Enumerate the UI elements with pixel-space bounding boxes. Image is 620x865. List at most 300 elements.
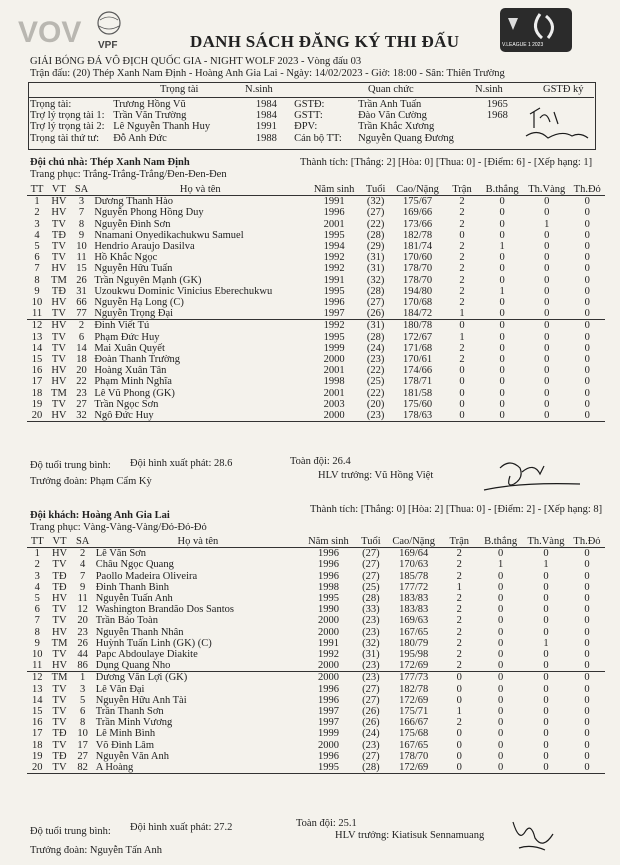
col-age: (24) bbox=[362, 728, 380, 740]
col-matches: 0 bbox=[459, 229, 465, 241]
col-goals: 0 bbox=[499, 218, 505, 230]
col-goals: 0 bbox=[497, 683, 504, 695]
col-vt: TV bbox=[51, 252, 66, 264]
official-dob-2 bbox=[477, 121, 518, 132]
col-vt: TV bbox=[52, 604, 67, 616]
col-year: 1991 bbox=[323, 196, 345, 208]
col-yellow: 0 bbox=[544, 297, 550, 309]
col-sa: 3 bbox=[80, 683, 86, 695]
official-name: Đỗ Anh Đức bbox=[113, 132, 167, 144]
col-vt: TV bbox=[52, 615, 67, 627]
col-year: 1997 bbox=[317, 717, 339, 729]
officials-header-referee: Trọng tài bbox=[160, 84, 199, 95]
player-row bbox=[27, 559, 605, 570]
col-matches: 2 bbox=[456, 548, 462, 560]
home-avg-team: Toàn đội: 26.4 bbox=[290, 456, 351, 467]
col-yellow: 0 bbox=[544, 376, 550, 388]
col-sa: 86 bbox=[72, 660, 94, 672]
player-row bbox=[27, 672, 605, 684]
col-sa: 6 bbox=[78, 331, 85, 343]
col-red: 0 bbox=[584, 365, 590, 377]
col-age: (25) bbox=[366, 376, 385, 388]
col-matches: 2 bbox=[459, 218, 465, 230]
col-age: (22) bbox=[366, 387, 385, 399]
col-sa: 26 bbox=[77, 637, 88, 649]
col-matches: 0 bbox=[459, 320, 465, 332]
col-yellow: 0 bbox=[544, 241, 550, 253]
vpf-logo bbox=[14, 8, 124, 54]
col-yellow: 0 bbox=[544, 387, 550, 399]
col-vt: HV bbox=[51, 365, 67, 377]
col-goals: 0 bbox=[499, 207, 505, 219]
col-matches: 2 bbox=[459, 285, 465, 297]
col-goals: 1 bbox=[499, 241, 505, 253]
col-tt: 19 bbox=[31, 398, 43, 410]
col-height-weight: 183/83 bbox=[399, 593, 429, 605]
col-red: 0 bbox=[584, 615, 590, 627]
col-goals: 1 bbox=[497, 559, 504, 571]
col-yellow: 0 bbox=[544, 274, 550, 286]
col-vt: TM bbox=[51, 274, 67, 286]
col-height-weight: 177/72 bbox=[399, 581, 429, 593]
col-year: 1992 bbox=[323, 320, 345, 332]
col-sa: 8 bbox=[80, 717, 86, 729]
header-col-tt: TT bbox=[27, 184, 47, 196]
col-matches: 1 bbox=[459, 331, 465, 343]
match-info-line: Trận đấu: (20) Thép Xanh Nam Định - Hoàng Anh Gia Lai - Ngày: 14/02/2023 - Giờ: 18:00 - Sân: Thiên Trường bbox=[30, 68, 505, 79]
official-role-2: ĐPV: bbox=[294, 121, 318, 133]
col-yellow: 1 bbox=[544, 218, 550, 230]
away-coach: HLV trưởng: Kiatisuk Sennamuang bbox=[335, 830, 485, 841]
col-name: Võ Đình Lâm bbox=[95, 739, 155, 751]
col-sa: 4 bbox=[80, 559, 86, 571]
player-row bbox=[27, 252, 605, 263]
col-sa: 9 bbox=[80, 581, 86, 593]
col-red: 0 bbox=[584, 626, 590, 638]
away-manager: Trưởng đoàn: Nguyễn Tấn Anh bbox=[30, 845, 162, 856]
col-tt: 12 bbox=[31, 672, 43, 684]
col-matches: 2 bbox=[459, 263, 465, 275]
col-matches: 0 bbox=[456, 739, 462, 751]
col-year: 1994 bbox=[323, 241, 345, 253]
player-row bbox=[27, 399, 605, 410]
col-vt: TV bbox=[47, 308, 71, 320]
col-tt: 14 bbox=[31, 342, 43, 354]
col-year: 1995 bbox=[323, 285, 345, 297]
col-height-weight: 178/71 bbox=[402, 376, 433, 388]
col-red: 0 bbox=[584, 637, 590, 649]
header-col-sa: SA bbox=[72, 536, 94, 548]
col-name: Trần Minh Vương bbox=[95, 717, 173, 729]
col-age: (33) bbox=[362, 604, 380, 616]
player-row bbox=[27, 376, 605, 387]
col-yellow: 0 bbox=[543, 593, 549, 605]
col-red: 0 bbox=[584, 320, 590, 332]
col-sa: 3 bbox=[78, 196, 85, 208]
col-tt: 14 bbox=[31, 694, 43, 706]
col-vt: TĐ bbox=[52, 581, 67, 593]
league-badge-text: V.LEAGUE 1 2023 bbox=[502, 42, 544, 48]
col-matches: 0 bbox=[444, 410, 480, 422]
col-yellow: 0 bbox=[544, 354, 550, 366]
col-yellow: 0 bbox=[523, 762, 569, 774]
col-tt: 17 bbox=[31, 376, 43, 388]
player-row bbox=[27, 762, 605, 774]
col-goals: 0 bbox=[499, 331, 505, 343]
col-matches: 0 bbox=[456, 694, 462, 706]
player-row bbox=[27, 388, 605, 399]
col-year: 1999 bbox=[317, 728, 339, 740]
officials-row bbox=[28, 99, 518, 110]
col-red: 0 bbox=[584, 672, 590, 684]
col-goals: 0 bbox=[499, 196, 505, 208]
col-red: 0 bbox=[584, 252, 590, 264]
col-yellow: 0 bbox=[543, 615, 549, 627]
col-tt: 13 bbox=[31, 331, 43, 343]
col-red: 0 bbox=[584, 548, 590, 560]
col-height-weight: 169/64 bbox=[399, 548, 429, 560]
col-red: 0 bbox=[584, 683, 590, 695]
col-tt: 5 bbox=[34, 241, 40, 253]
col-red: 0 bbox=[584, 196, 590, 208]
col-year: 1996 bbox=[317, 559, 339, 571]
header-col-red: Th.Đỏ bbox=[569, 536, 605, 548]
official-role: Trọng tài: bbox=[30, 99, 72, 110]
page-title: DANH SÁCH ĐĂNG KÝ THI ĐẤU bbox=[190, 32, 460, 51]
player-row bbox=[27, 548, 605, 560]
player-row bbox=[27, 219, 605, 230]
col-goals: 0 bbox=[499, 387, 505, 399]
col-yellow: 0 bbox=[543, 717, 549, 729]
official-role: Trợ lý trọng tài 1: bbox=[30, 110, 105, 122]
col-yellow: 0 bbox=[543, 728, 549, 740]
col-vt: TM bbox=[51, 672, 68, 684]
col-age: (27) bbox=[362, 548, 380, 560]
col-name: Lê Minh Bình bbox=[95, 728, 156, 740]
officials-header-dob: N.sinh bbox=[245, 84, 273, 95]
player-row bbox=[27, 627, 605, 638]
col-tt: 20 bbox=[27, 410, 47, 422]
header-col-height-weight: Cao/Nặng bbox=[391, 184, 444, 196]
player-row bbox=[27, 365, 605, 376]
col-name: Huỳnh Tuấn Linh (GK) (C) bbox=[95, 637, 212, 649]
col-yellow: 0 bbox=[543, 694, 549, 706]
header-col-yellow: Th.Vàng bbox=[523, 536, 569, 548]
official-dob-2 bbox=[477, 133, 518, 144]
col-height-weight: 170/68 bbox=[402, 297, 433, 309]
col-height-weight: 178/70 bbox=[399, 750, 429, 762]
col-sa: 5 bbox=[80, 694, 86, 706]
col-sa: 15 bbox=[76, 263, 87, 275]
col-height-weight: 170/63 bbox=[399, 559, 429, 571]
col-height-weight: 195/98 bbox=[399, 649, 429, 661]
header-col-sa: SA bbox=[71, 184, 93, 196]
col-matches: 2 bbox=[440, 660, 478, 672]
col-yellow: 0 bbox=[544, 320, 550, 332]
official-name: Lê Nguyễn Thanh Huy bbox=[113, 121, 211, 133]
col-height-weight: 167/65 bbox=[399, 739, 429, 751]
official-name: Trương Hồng Vũ bbox=[113, 99, 186, 110]
official-dob: 1988 bbox=[255, 132, 277, 144]
col-name: Nguyễn Phong Hồng Duy bbox=[94, 207, 204, 219]
player-row bbox=[27, 695, 605, 706]
col-sa: 14 bbox=[76, 342, 87, 354]
col-red: 0 bbox=[584, 649, 590, 661]
col-goals: 0 bbox=[499, 263, 505, 275]
col-red: 0 bbox=[584, 387, 590, 399]
col-sa: 2 bbox=[80, 548, 86, 560]
col-year: 1996 bbox=[317, 570, 339, 582]
header-col-name: Họ và tên bbox=[92, 184, 308, 196]
col-year: 2000 bbox=[317, 626, 339, 638]
header-col-goals: B.thắng bbox=[478, 536, 523, 548]
col-height-weight: 178/63 bbox=[391, 410, 444, 422]
col-sa: 12 bbox=[77, 604, 88, 616]
col-goals: 0 bbox=[499, 229, 505, 241]
col-height-weight: 184/72 bbox=[391, 308, 444, 320]
col-sa: 27 bbox=[77, 750, 88, 762]
player-row bbox=[27, 582, 605, 593]
col-goals: 0 bbox=[497, 717, 504, 729]
col-goals: 0 bbox=[478, 660, 523, 672]
col-vt: HV bbox=[51, 196, 67, 208]
official-name-2: Đào Văn Cường bbox=[358, 110, 427, 122]
vpf-text: VPF bbox=[98, 40, 118, 51]
col-tt: 1 bbox=[34, 548, 40, 560]
col-tt: 3 bbox=[34, 570, 40, 582]
col-goals: 0 bbox=[497, 604, 504, 616]
col-height-weight: 169/63 bbox=[399, 615, 429, 627]
col-vt: HV bbox=[51, 626, 68, 638]
col-age: (32) bbox=[362, 637, 380, 649]
col-tt: 12 bbox=[31, 320, 43, 332]
col-age: (23) bbox=[366, 354, 385, 366]
col-name: Trần Nguyên Mạnh (GK) bbox=[94, 274, 202, 286]
col-year: 1992 bbox=[323, 252, 345, 264]
col-vt: TĐ bbox=[52, 570, 67, 582]
home-team-line bbox=[30, 157, 190, 168]
official-role-2: Cán bộ TT: bbox=[294, 132, 342, 144]
col-tt: 15 bbox=[31, 706, 43, 718]
header-col-vt: VT bbox=[47, 536, 71, 548]
col-year: 1992 bbox=[323, 263, 345, 275]
official-name: Trần Văn Trường bbox=[113, 110, 187, 122]
col-vt: HV bbox=[51, 320, 67, 332]
col-height-weight: 183/83 bbox=[399, 604, 429, 616]
svg-text:VOV: VOV bbox=[18, 16, 82, 49]
col-age: (28) bbox=[355, 762, 387, 774]
col-red: 0 bbox=[569, 308, 605, 320]
col-goals: 0 bbox=[497, 615, 504, 627]
col-vt: HV bbox=[51, 376, 67, 388]
official-dob: 1991 bbox=[255, 121, 277, 133]
col-red: 0 bbox=[584, 581, 590, 593]
col-sa: 23 bbox=[76, 387, 87, 399]
col-sa: 31 bbox=[76, 285, 87, 297]
col-year: 2001 bbox=[323, 365, 345, 377]
col-red: 0 bbox=[584, 218, 590, 230]
col-name: Nguyễn Trọng Đại bbox=[92, 308, 308, 320]
col-matches: 2 bbox=[459, 274, 465, 286]
away-avg-label: Độ tuổi trung bình: bbox=[30, 826, 111, 837]
col-yellow: 0 bbox=[543, 604, 549, 616]
col-matches: 2 bbox=[456, 570, 462, 582]
home-coach-signature bbox=[480, 454, 590, 496]
col-year: 2001 bbox=[323, 387, 345, 399]
col-height-weight: 169/66 bbox=[402, 207, 433, 219]
col-tt: 7 bbox=[34, 615, 40, 627]
col-sa: 26 bbox=[76, 274, 87, 286]
col-name: Dụng Quang Nho bbox=[94, 660, 302, 672]
col-vt: TV bbox=[52, 739, 67, 751]
official-dob-2: 1965 bbox=[486, 99, 508, 110]
col-sa: 6 bbox=[80, 706, 86, 718]
col-yellow: 0 bbox=[543, 750, 549, 762]
col-yellow: 1 bbox=[543, 559, 549, 571]
player-row bbox=[27, 308, 605, 320]
col-red: 0 bbox=[584, 593, 590, 605]
col-matches: 0 bbox=[459, 398, 465, 410]
col-name: Hendrio Araujo Dasilva bbox=[94, 241, 195, 253]
col-year: 2000 bbox=[302, 660, 355, 672]
col-sa: 66 bbox=[76, 297, 87, 309]
col-sa: 32 bbox=[71, 410, 93, 422]
officials-row bbox=[28, 110, 518, 121]
col-age: (22) bbox=[366, 218, 385, 230]
col-name: Lê Văn Đại bbox=[95, 683, 145, 695]
col-height-weight: 167/65 bbox=[399, 626, 429, 638]
col-goals: 0 bbox=[480, 308, 524, 320]
col-red: 0 bbox=[584, 207, 590, 219]
col-age: (28) bbox=[366, 229, 385, 241]
col-red: 0 bbox=[569, 410, 605, 422]
col-vt: TV bbox=[52, 559, 67, 571]
player-row bbox=[27, 751, 605, 762]
player-row bbox=[27, 196, 605, 208]
col-age: (23) bbox=[362, 672, 380, 684]
col-matches: 2 bbox=[456, 615, 462, 627]
col-goals: 0 bbox=[497, 694, 504, 706]
col-vt: TĐ bbox=[51, 229, 66, 241]
col-yellow: 0 bbox=[544, 196, 550, 208]
col-year: 2000 bbox=[323, 354, 345, 366]
col-year: 1992 bbox=[317, 649, 339, 661]
col-year: 1999 bbox=[323, 342, 345, 354]
col-goals: 0 bbox=[499, 252, 505, 264]
col-age: (25) bbox=[362, 581, 380, 593]
col-matches: 2 bbox=[459, 241, 465, 253]
col-yellow: 0 bbox=[544, 398, 550, 410]
away-avg-start: Đội hình xuất phát: 27.2 bbox=[130, 822, 233, 833]
col-goals: 0 bbox=[497, 548, 504, 560]
col-year: 2000 bbox=[317, 739, 339, 751]
home-roster-table bbox=[27, 184, 605, 422]
away-roster-table bbox=[27, 536, 605, 774]
col-sa: 7 bbox=[80, 570, 86, 582]
col-yellow: 0 bbox=[544, 331, 550, 343]
official-name-2: Trần Anh Tuấn bbox=[358, 99, 422, 110]
col-name: Trần Thanh Sơn bbox=[95, 706, 164, 718]
col-year: 1991 bbox=[317, 637, 339, 649]
col-red: 0 bbox=[584, 241, 590, 253]
col-year: 2001 bbox=[323, 218, 345, 230]
col-tt: 20 bbox=[27, 762, 47, 774]
col-goals: 0 bbox=[497, 581, 504, 593]
official-role-2: GSTĐ: bbox=[294, 99, 325, 110]
col-sa: 11 bbox=[76, 252, 87, 264]
col-height-weight: 181/74 bbox=[402, 241, 433, 253]
col-goals: 0 bbox=[499, 320, 505, 332]
col-age: (28) bbox=[362, 593, 380, 605]
col-red: 0 bbox=[584, 739, 590, 751]
col-age: (27) bbox=[366, 207, 385, 219]
player-row bbox=[27, 354, 605, 365]
col-tt: 10 bbox=[31, 297, 43, 309]
player-row bbox=[27, 684, 605, 695]
col-height-weight: 175/71 bbox=[399, 706, 429, 718]
col-year: 1997 bbox=[317, 706, 339, 718]
col-year: 1990 bbox=[317, 604, 339, 616]
col-matches: 0 bbox=[456, 728, 462, 740]
col-age: (31) bbox=[366, 320, 385, 332]
col-vt: TV bbox=[51, 354, 66, 366]
col-age: (24) bbox=[366, 342, 385, 354]
col-name: Lê Vũ Phong (GK) bbox=[94, 387, 175, 399]
col-name: Phạm Minh Nghĩa bbox=[94, 376, 172, 388]
col-age: (27) bbox=[362, 683, 380, 695]
col-age: (28) bbox=[366, 285, 385, 297]
col-height-weight: 175/68 bbox=[399, 728, 429, 740]
away-team-line bbox=[30, 510, 170, 521]
col-sa: 77 bbox=[71, 308, 93, 320]
col-matches: 2 bbox=[456, 626, 462, 638]
col-name: Dương Văn Lợi (GK) bbox=[95, 672, 188, 684]
header-col-goals: B.thắng bbox=[480, 184, 524, 196]
player-row bbox=[27, 604, 605, 615]
col-height-weight: 172/67 bbox=[402, 331, 433, 343]
col-year: 2003 bbox=[323, 398, 345, 410]
col-age: (31) bbox=[366, 263, 385, 275]
col-vt: TV bbox=[51, 398, 66, 410]
col-yellow: 0 bbox=[544, 252, 550, 264]
col-yellow: 0 bbox=[543, 581, 549, 593]
col-tt: 9 bbox=[34, 637, 40, 649]
col-goals: 0 bbox=[499, 274, 505, 286]
col-height-weight: 173/66 bbox=[402, 218, 433, 230]
col-name: Uzoukwu Dominic Vinicius Eberechukwu bbox=[94, 285, 273, 297]
col-red: 0 bbox=[584, 274, 590, 286]
col-tt: 2 bbox=[34, 207, 40, 219]
col-height-weight: 180/78 bbox=[402, 320, 433, 332]
col-matches: 0 bbox=[459, 387, 465, 399]
col-red: 0 bbox=[584, 354, 590, 366]
col-vt: HV bbox=[51, 593, 68, 605]
col-tt: 13 bbox=[31, 683, 43, 695]
col-matches: 2 bbox=[456, 604, 462, 616]
col-yellow: 0 bbox=[543, 706, 549, 718]
col-yellow: 0 bbox=[543, 672, 549, 684]
col-sa: 18 bbox=[76, 354, 87, 366]
col-vt: TV bbox=[52, 694, 67, 706]
col-tt: 18 bbox=[31, 739, 43, 751]
col-sa: 10 bbox=[76, 241, 87, 253]
col-matches: 2 bbox=[459, 297, 465, 309]
player-row bbox=[27, 286, 605, 297]
officials-row bbox=[28, 133, 518, 144]
col-matches: 0 bbox=[459, 376, 465, 388]
col-vt: TV bbox=[51, 342, 66, 354]
header-col-tt: TT bbox=[27, 536, 47, 548]
